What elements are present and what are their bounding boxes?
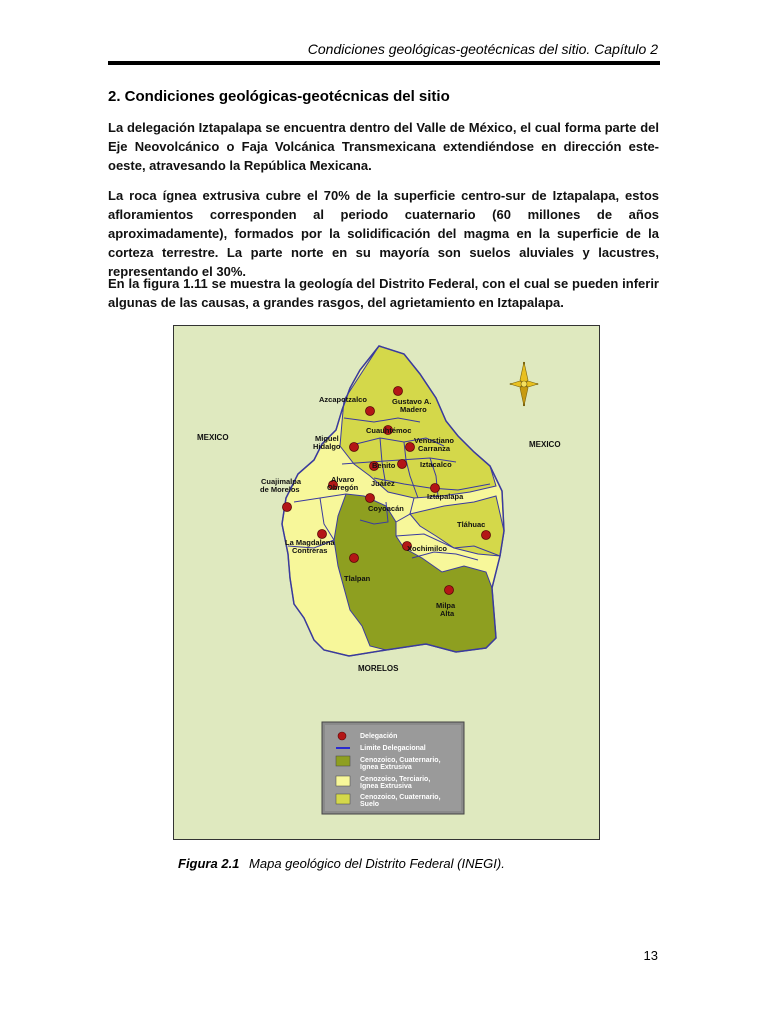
- marker-cuajimalpa: [283, 503, 292, 512]
- label-cuajimalpa-1: Cuajimalpa: [261, 477, 302, 486]
- label-benito-juarez-1: Benito: [372, 461, 396, 470]
- paragraph-1: La delegación Iztapalapa se encuentra dentro del Valle de México, el cual forma parte del Eje Neovolcánico o Faja Volcánica Transmexicana extendiéndose en dirección este-oeste, atravesando la República Mexicana.: [108, 120, 659, 173]
- running-head: Condiciones geológicas-geotécnicas del sitio. Capítulo 2: [307, 41, 658, 57]
- label-iztapalapa: Iztapalapa: [427, 492, 464, 501]
- label-cuauhtemoc: Cuauhtémoc: [366, 426, 412, 435]
- label-miguel-hidalgo-2: Hidalgo: [313, 442, 341, 451]
- label-coyoacan: Coyoacán: [368, 504, 404, 513]
- label-cuajimalpa-2: de Morelos: [260, 485, 300, 494]
- legend-cuaternario-ignea-2: Ignea Extrusiva: [360, 764, 412, 771]
- legend-swatch-dark-olive: [336, 756, 350, 766]
- marker-tlalpan: [350, 554, 359, 563]
- label-alvaro-obregon-2: Obregón: [327, 483, 359, 492]
- legend-limite: Limite Delegacional: [360, 745, 426, 752]
- figure-label: Figura 2.1: [178, 856, 240, 871]
- marker-coyoacan: [366, 494, 375, 503]
- label-iztacalco: Iztacalco: [420, 460, 452, 469]
- label-neighbor-west: MEXICO: [197, 433, 229, 442]
- map-legend: [322, 722, 464, 814]
- legend-terciario-ignea-1: Cenozoico, Terciario,: [360, 776, 431, 783]
- paragraph-3: En la figura 1.11 se muestra la geología del Distrito Federal, con el cual se pueden inferir algunas de las causas, a grandes rasgos, del agrietamiento en Iztapalapa.: [108, 276, 659, 310]
- label-venustiano-carranza-2: Carranza: [418, 444, 451, 453]
- legend-cuaternario-suelo-1: Cenozoico, Cuaternario,: [360, 794, 441, 801]
- legend-delegation-marker: [338, 732, 346, 740]
- page-number: 13: [643, 948, 658, 963]
- label-venustiano-carranza-1: Venustiano: [414, 436, 455, 445]
- legend-delegacion: Delegación: [360, 733, 398, 740]
- label-neighbor-south: MORELOS: [358, 664, 399, 673]
- marker-azcapotzalco: [366, 407, 375, 416]
- paragraph-2: La roca ígnea extrusiva cubre el 70% de la superficie centro-sur de Iztapalapa, estos afloramientos corresponden al periodo cuaternario (60 millones de años aproximadamente), formados por la solidificación del magma en la superficie de la corteza terrestre. La parte norte en su mayoría son suelos aluviales y lacustres, representando el 30%.: [108, 188, 659, 279]
- label-miguel-hidalgo-1: Miguel: [315, 434, 339, 443]
- header-rule: [108, 61, 660, 65]
- marker-tlahuac: [482, 531, 491, 540]
- label-benito-juarez-2: Juárez: [371, 479, 395, 488]
- legend-swatch-pale-yellow: [336, 776, 350, 786]
- label-gustavo-a-madero-2: Madero: [400, 405, 427, 414]
- marker-miguel-hidalgo: [350, 443, 359, 452]
- figure-caption: [178, 856, 505, 871]
- label-tlahuac: Tláhuac: [457, 520, 486, 529]
- marker-iztacalco: [398, 460, 407, 469]
- figure-caption-text: Mapa geológico del Distrito Federal (INEGI).: [249, 856, 505, 871]
- label-milpa-alta-1: Milpa: [436, 601, 456, 610]
- legend-terciario-ignea-2: Ignea Extrusiva: [360, 783, 412, 790]
- label-milpa-alta-2: Alta: [440, 609, 455, 618]
- label-magdalena-2: Contreras: [292, 546, 328, 555]
- label-neighbor-east: MEXICO: [529, 440, 561, 449]
- geologic-map: [174, 326, 599, 839]
- legend-cuaternario-suelo-2: Suelo: [360, 801, 380, 808]
- label-tlalpan: Tlalpan: [344, 574, 371, 583]
- label-xochimilco: Xochimilco: [407, 544, 448, 553]
- section-title: 2. Condiciones geológicas-geotécnicas del sitio: [108, 88, 450, 105]
- legend-swatch-light-olive: [336, 794, 350, 804]
- label-magdalena-1: La Magdalena: [285, 538, 335, 547]
- label-gustavo-a-madero-1: Gustavo A.: [392, 397, 432, 406]
- marker-milpa-alta: [445, 586, 454, 595]
- geologic-map-figure: [173, 325, 600, 840]
- legend-cuaternario-ignea-1: Cenozoico, Cuaternario,: [360, 757, 441, 764]
- label-alvaro-obregon-1: Alvaro: [331, 475, 355, 484]
- label-azcapotzalco: Azcapotzalco: [319, 395, 367, 404]
- marker-gustavo-a-madero: [394, 387, 403, 396]
